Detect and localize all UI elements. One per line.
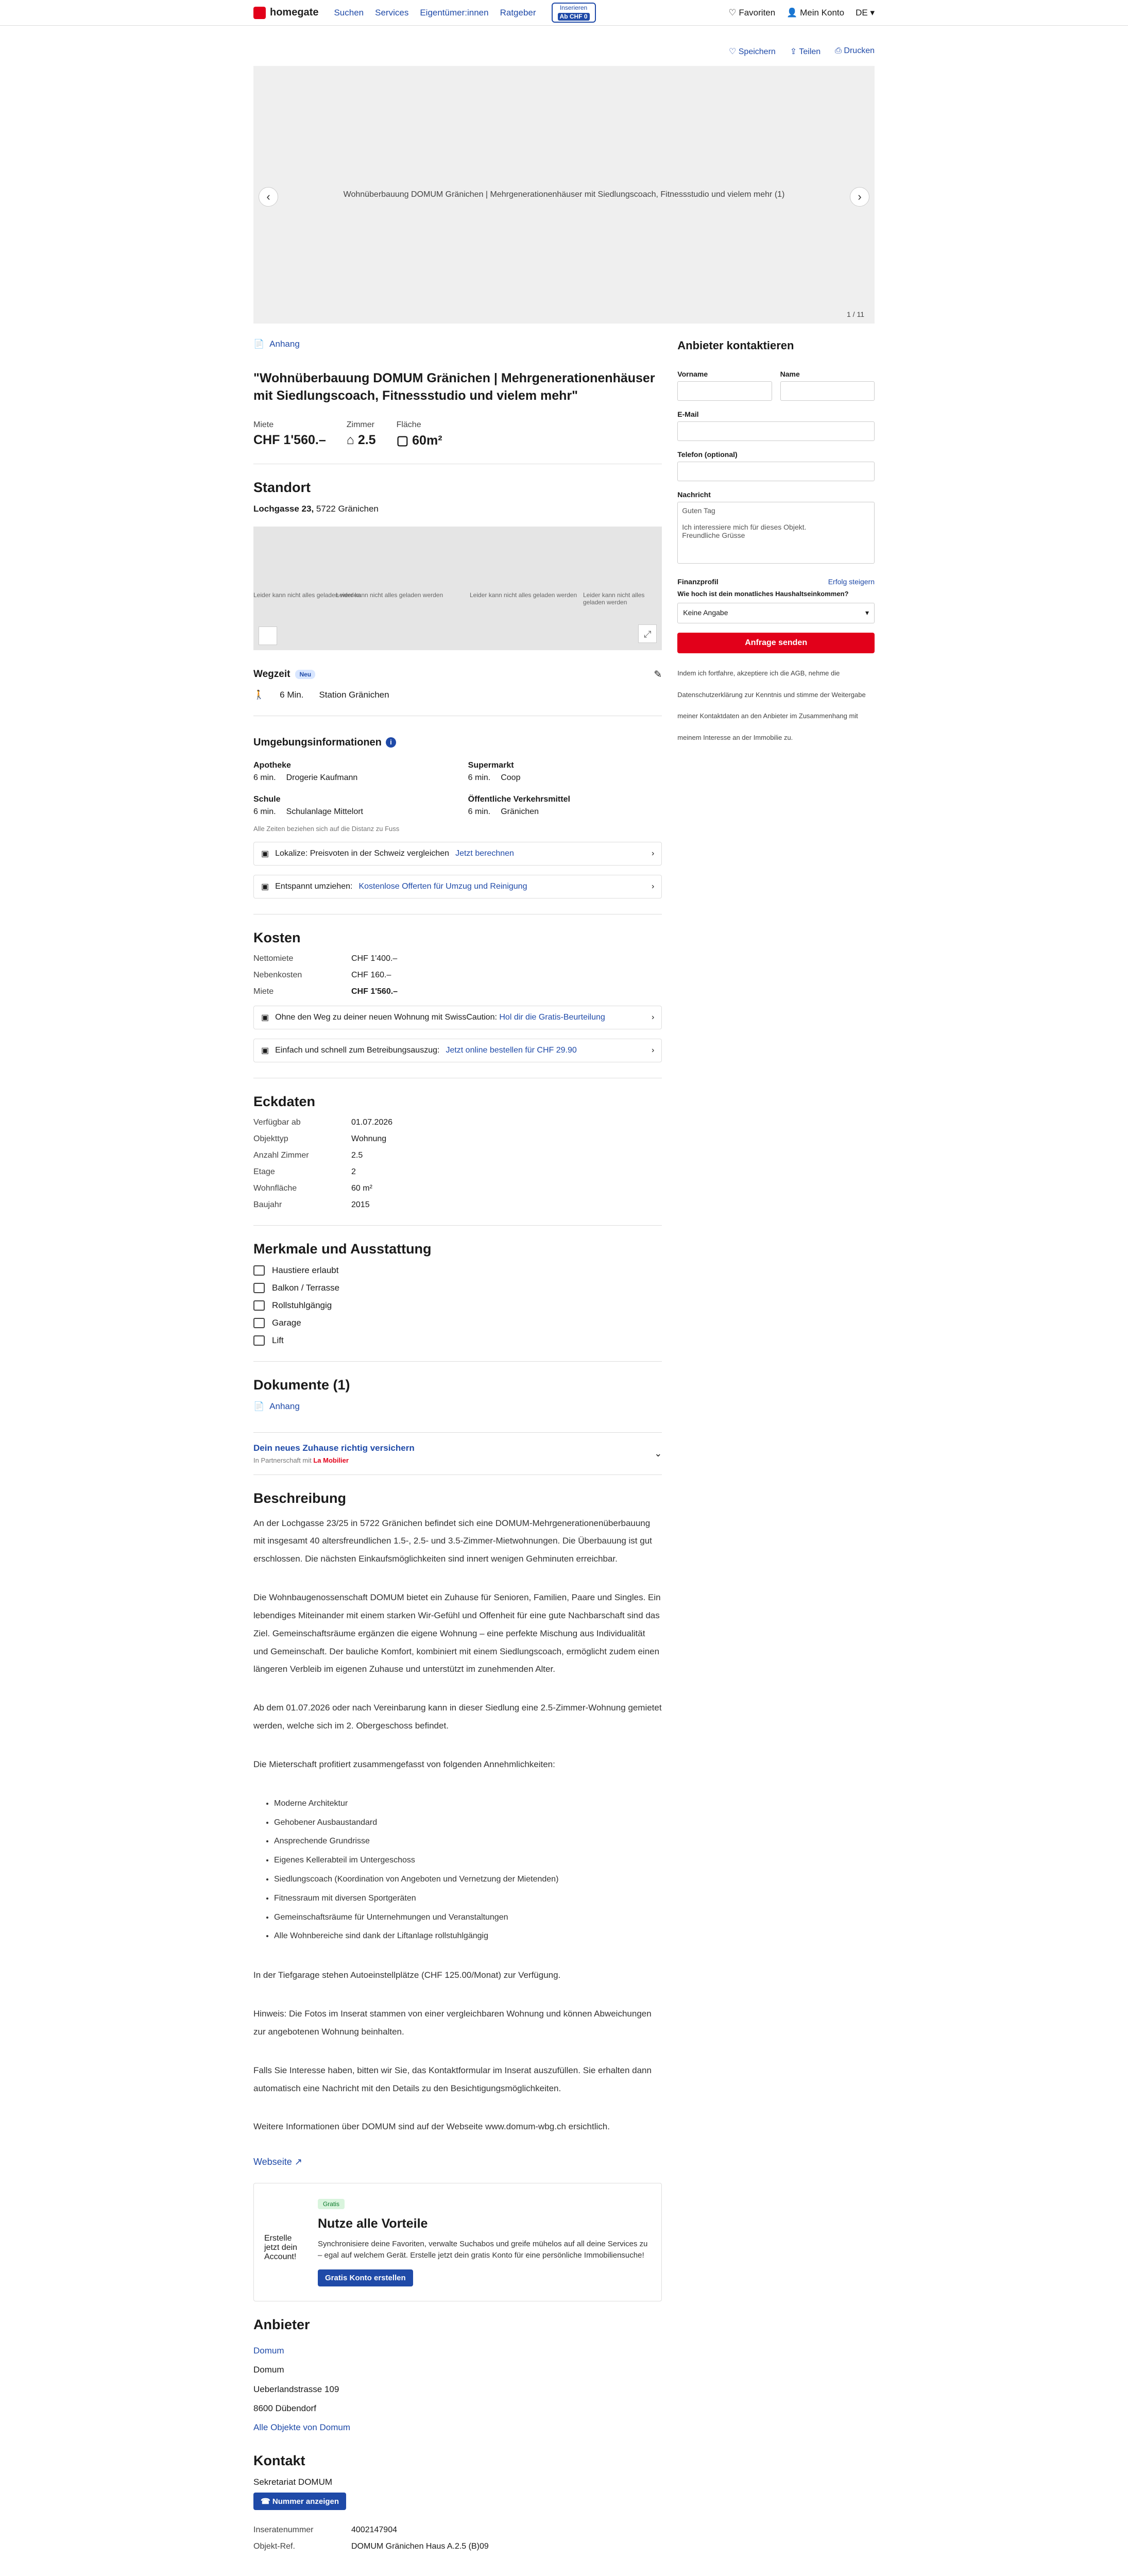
cost-value: CHF 160.– xyxy=(351,970,391,979)
description-paragraph: An der Lochgasse 23/25 in 5722 Gränichen befindet sich eine DOMUM-Mehrgenerationenüberbauung mit insgesamt 40 altersfreundlichen 1.5-, 2.5- und 3.5-Zimmer-Mietwohnungen. Die Überbauung ist gut erschlossen. Die nächsten Einkaufsmöglichkeiten sind innert wenigen Gehminuten erreichbar. xyxy=(253,1518,652,1564)
promo-link[interactable]: Kostenlose Offerten für Umzug und Reinigung xyxy=(358,882,527,891)
contact-sidebar xyxy=(677,324,875,2551)
language-label: DE xyxy=(856,7,868,18)
cost-value: CHF 1'560.– xyxy=(351,987,398,996)
attachment-label: Anhang xyxy=(269,339,300,349)
list-item: • Siedlungscoach (Koordination von Angeboten und Vernetzung der Mietenden) xyxy=(274,1870,662,1889)
cost-label: Nettomiete xyxy=(253,954,294,963)
feature-item xyxy=(253,1300,662,1311)
feature-item xyxy=(253,1318,662,1328)
address-street: Lochgasse 23, xyxy=(253,503,314,514)
key-data-label: Wohnfläche xyxy=(253,1183,297,1193)
description-body xyxy=(253,1515,662,2137)
inserieren-label: Inserieren xyxy=(559,4,588,12)
key-data-value: Wohnung xyxy=(351,1134,387,1143)
poi-category: Öffentliche Verkehrsmittel xyxy=(468,794,570,804)
rooms-value: 2.5 xyxy=(357,432,376,447)
balcony-icon xyxy=(253,1283,265,1293)
poi-name: Coop xyxy=(501,773,521,782)
list-item: • Alle Wohnbereiche sind dank der Liftanlage rollstuhlgängig xyxy=(274,1927,662,1946)
create-account-button[interactable]: Gratis Konto erstellen xyxy=(318,2269,413,2286)
lastname-input[interactable] xyxy=(780,381,875,401)
list-item: • Gemeinschaftsräume für Unternehmungen und Veranstaltungen xyxy=(274,1908,662,1927)
promo-umzug[interactable] xyxy=(253,875,662,899)
attachment-link[interactable] xyxy=(253,339,662,349)
key-facts xyxy=(253,420,662,448)
costs-heading: Kosten xyxy=(253,929,301,945)
map-layer-icon[interactable] xyxy=(259,626,277,645)
contact-person: Sekretariat DOMUM xyxy=(253,2477,333,2487)
surroundings-heading xyxy=(253,737,662,749)
chevron-right-icon: › xyxy=(651,849,655,858)
poi-category: Supermarkt xyxy=(468,760,514,770)
nav-ratgeber[interactable]: Ratgeber xyxy=(500,7,536,18)
listing-actions xyxy=(0,26,1128,66)
key-data-value: 60 m² xyxy=(351,1183,372,1193)
send-request-button[interactable]: Anfrage senden xyxy=(677,633,875,653)
reference-value: 4002147904 xyxy=(351,2525,397,2534)
pet-icon xyxy=(253,1265,265,1276)
feature-label: Garage xyxy=(272,1317,301,1328)
mobilier-logo: La Mobilier xyxy=(313,1456,349,1464)
info-icon[interactable]: i xyxy=(386,737,396,748)
nav-eigentuemer[interactable]: Eigentümer:innen xyxy=(420,7,489,18)
walk-time: 6 Min. xyxy=(280,689,304,700)
location-map[interactable] xyxy=(253,527,662,650)
provider-name: Domum xyxy=(253,2365,284,2375)
free-badge: Gratis xyxy=(318,2199,345,2209)
costs-table xyxy=(253,954,662,996)
promo-text: Einfach und schnell zum Betreibungsauszug: xyxy=(275,1045,440,1055)
area-icon: ▢ xyxy=(396,433,409,448)
main-content xyxy=(253,324,662,2551)
promo-link[interactable]: Jetzt online bestellen für CHF 29.90 xyxy=(446,1045,577,1055)
firstname-input[interactable] xyxy=(677,381,772,401)
save-label: Speichern xyxy=(738,47,776,56)
promo-link[interactable]: Jetzt berechnen xyxy=(455,849,514,858)
poi-grid xyxy=(253,761,662,817)
feature-item xyxy=(253,1335,662,1346)
promo-icon: ▣ xyxy=(261,882,269,891)
description-heading: Beschreibung xyxy=(253,1490,347,1506)
garage-icon xyxy=(253,1318,265,1328)
document-icon: 📄 xyxy=(253,1401,265,1411)
fact-area xyxy=(397,420,442,448)
promo-text: Lokalize: Preisvoten in der Schweiz vergleichen xyxy=(275,849,450,858)
feature-item xyxy=(253,1265,662,1276)
description-paragraph: Hinweis: Die Fotos im Inserat stammen von einer vergleichbaren Wohnung und können Abweichungen zur angebotenen Wohnung beinhalten. xyxy=(253,2009,652,2037)
lift-icon xyxy=(253,1335,265,1346)
list-item: • Fitnessraum mit diversen Sportgeräten xyxy=(274,1889,662,1908)
account-label: Mein Konto xyxy=(800,7,845,18)
gallery-counter: 1 / 11 xyxy=(847,310,864,318)
feature-label: Rollstuhlgängig xyxy=(272,1300,332,1310)
poi-category: Schule xyxy=(253,794,281,804)
provider-info xyxy=(253,2341,662,2437)
rooms-icon: ⌂ xyxy=(346,432,354,447)
chevron-right-icon: › xyxy=(651,1045,655,1055)
description-paragraph: Ab dem 01.07.2026 oder nach Vereinbarung kann in dieser Siedlung eine 2.5-Zimmer-Wohnung gemietet werden, welche sich im 2. Obergeschoss befindet. xyxy=(253,1703,662,1731)
phone-input[interactable] xyxy=(677,462,875,481)
insurance-link[interactable]: Dein neues Zuhause richtig versichern xyxy=(253,1443,415,1453)
key-data-label: Etage xyxy=(253,1167,275,1176)
cost-value: CHF 1'400.– xyxy=(351,954,398,963)
reference-label: Objekt-Ref. xyxy=(253,2541,295,2551)
share-button[interactable]: ⇪ Teilen xyxy=(790,47,821,56)
account-link[interactable]: 👤 Mein Konto xyxy=(787,7,845,18)
edit-icon[interactable]: ✎ xyxy=(654,669,662,680)
nav-services[interactable]: Services xyxy=(375,7,409,18)
key-data-label: Baujahr xyxy=(253,1200,282,1209)
account-promo-title: Nutze alle Vorteile xyxy=(317,2216,428,2231)
key-data-table xyxy=(253,1118,662,1210)
phone-label: Telefon (optional) xyxy=(677,450,738,459)
print-button[interactable]: ⎙ Drucken xyxy=(835,46,875,55)
new-badge: Neu xyxy=(295,670,315,679)
brand-name: homegate xyxy=(270,7,319,18)
area-value: 60m² xyxy=(412,433,442,448)
key-data-label: Anzahl Zimmer xyxy=(253,1150,309,1160)
reference-table xyxy=(253,2526,662,2551)
provider-link[interactable]: Domum xyxy=(253,2345,284,2355)
list-item: • Moderne Architektur xyxy=(274,1794,662,1814)
print-label: Drucken xyxy=(844,46,875,55)
email-input[interactable] xyxy=(677,421,875,441)
save-button[interactable]: ♡ Speichern xyxy=(728,47,776,56)
area-label: Fläche xyxy=(396,420,421,429)
poi-item xyxy=(468,761,662,783)
amenities-list xyxy=(274,1794,662,1946)
map-notice: Leider kann nicht alles geladen werden xyxy=(583,591,645,606)
list-item: • Gehobener Ausbaustandard xyxy=(274,1814,662,1833)
inserieren-button[interactable] xyxy=(552,3,596,22)
account-promo-left: Erstelle jetzt dein Account! xyxy=(264,2234,298,2262)
travel-time-heading: Wegzeit xyxy=(253,669,290,680)
provider-city: 8600 Dübendorf xyxy=(253,2403,316,2413)
reference-value: DOMUM Gränichen Haus A.2.5 (B)09 xyxy=(351,2541,489,2551)
firstname-label: Vorname xyxy=(677,370,708,378)
key-data-value: 2015 xyxy=(351,1200,370,1209)
chevron-right-icon: › xyxy=(651,882,655,891)
description-paragraph: Weitere Informationen über DOMUM sind auf der Webseite www.domum-wbg.ch ersichtlich. xyxy=(253,2122,610,2132)
map-notice: Leider kann nicht alles geladen werden xyxy=(253,591,361,599)
rent-label: Miete xyxy=(253,420,274,429)
income-question: Wie hoch ist dein monatliches Haushaltseinkommen? xyxy=(677,590,849,598)
contact-heading: Kontakt xyxy=(253,2452,305,2468)
feature-item xyxy=(253,1283,662,1293)
document-label: Anhang xyxy=(269,1401,300,1411)
promo-icon: ▣ xyxy=(261,849,269,858)
gallery-next-icon[interactable]: › xyxy=(850,187,869,207)
income-select-value: Keine Angabe xyxy=(683,608,728,617)
poi-note: Alle Zeiten beziehen sich auf die Distanz zu Fuss xyxy=(253,824,400,833)
message-textarea[interactable] xyxy=(677,502,875,564)
finance-profile-label: Finanzprofil xyxy=(677,578,719,586)
surroundings-title: Umgebungsinformationen xyxy=(253,736,382,748)
insurance-partner[interactable] xyxy=(253,1432,662,1475)
promo-text: Ohne den Weg zu deiner neuen Wohnung mit SwissCaution: xyxy=(275,1012,497,1022)
inserieren-badge: Ab CHF 0 xyxy=(558,13,590,21)
rent-value: CHF 1'560.– xyxy=(253,432,326,447)
key-data-label: Objekttyp xyxy=(253,1134,288,1143)
poi-time: 6 min. xyxy=(468,773,491,782)
description-paragraph: Die Wohnbaugenossenschaft DOMUM bietet ein Zuhause für Senioren, Familien, Paare und Singles. Ein lebendiges Miteinander mit einem starken Wir-Gefühl und Offenheit für eine gute Nachbarschaft sind das Ziel. Gemeinschaftsräume ergänzen die eigene Wohnung – eine perfekte Mischung aus Individualität und Gemeinschaft. Der bauliche Komfort, kombiniert mit einem Siedlungscoach, ermöglicht zudem einen längeren Verbleib im eigenen Zuhause und unterstützt im zunehmenden Alter. xyxy=(253,1592,661,1674)
main-nav xyxy=(334,8,536,18)
finance-profile-link[interactable]: Erfolg steigern xyxy=(828,578,875,586)
wheelchair-icon xyxy=(253,1300,265,1311)
travel-time-section xyxy=(253,669,662,681)
promo-betreibung[interactable] xyxy=(253,1039,662,1062)
provider-heading: Anbieter xyxy=(253,2316,310,2332)
description-paragraph: In der Tiefgarage stehen Autoeinstellplätze (CHF 125.00/Monat) zur Verfügung. xyxy=(253,1970,561,1980)
document-icon: 📄 xyxy=(253,339,265,349)
reference-label: Inseratenummer xyxy=(253,2525,314,2534)
income-select[interactable] xyxy=(677,603,875,623)
contact-form xyxy=(677,339,875,748)
account-promo-text: Synchronisiere deine Favoriten, verwalte Suchabos und greife mühelos auf all deine Services zu – egal auf welchem Gerät. Erstelle jetzt dein gratis Konto für eine persönliche Immobiliensuche! xyxy=(317,2240,648,2260)
account-promo xyxy=(253,2183,662,2301)
homegate-logo[interactable] xyxy=(253,7,318,19)
key-data-value: 01.07.2026 xyxy=(351,1117,393,1127)
map-notice: Leider kann nicht alles geladen werden xyxy=(470,591,577,599)
key-data-value: 2.5 xyxy=(351,1150,363,1160)
poi-name: Drogerie Kaufmann xyxy=(286,773,358,782)
description-paragraph: Falls Sie Interesse haben, bitten wir Sie, das Kontaktformular im Inserat auszufüllen. Sie erhalten dann automatisch eine Nachricht mit den Details zu den Besichtigungsmöglichkeiten. xyxy=(253,2065,652,2093)
features-heading: Merkmale und Ausstattung xyxy=(253,1241,432,1257)
promo-swisscaution[interactable] xyxy=(253,1006,662,1029)
promo-icon: ▣ xyxy=(261,1046,269,1055)
map-fullscreen-icon[interactable]: ⤢ xyxy=(638,624,657,643)
show-number-label: Nummer anzeigen xyxy=(272,2497,339,2506)
provider-street: Ueberlandstrasse 109 xyxy=(253,2384,339,2394)
email-label: E-Mail xyxy=(677,410,699,418)
fact-rooms xyxy=(347,420,376,448)
key-data-heading: Eckdaten xyxy=(253,1093,316,1109)
partner-by: In Partnerschaft mit xyxy=(253,1456,312,1464)
show-number-button[interactable] xyxy=(253,2493,346,2510)
poi-item xyxy=(253,761,448,783)
fact-rent xyxy=(253,420,326,448)
promo-text: Entspannt umziehen: xyxy=(275,882,353,891)
chevron-down-icon: ▾ xyxy=(865,608,869,617)
share-label: Teilen xyxy=(799,47,821,56)
feature-label: Lift xyxy=(272,1335,284,1345)
address-city: 5722 Gränichen xyxy=(316,503,379,514)
gallery-prev-icon[interactable]: ‹ xyxy=(259,187,278,207)
poi-name: Schulanlage Mittelort xyxy=(286,807,363,816)
logo-icon xyxy=(253,7,266,19)
feature-label: Haustiere erlaubt xyxy=(272,1265,339,1275)
chevron-down-icon: ⌄ xyxy=(654,1448,662,1459)
language-select[interactable]: DE ▾ xyxy=(856,7,875,18)
phone-icon: ☎ xyxy=(261,2497,270,2506)
location-heading: Standort xyxy=(253,479,311,495)
poi-name: Gränichen xyxy=(501,807,539,816)
poi-category: Apotheke xyxy=(253,760,291,770)
walk-icon: 🚶 xyxy=(253,689,265,700)
message-label: Nachricht xyxy=(677,490,711,499)
poi-item xyxy=(468,795,662,817)
key-data-label: Verfügbar ab xyxy=(253,1117,301,1127)
list-item: • Eigenes Kellerabteil im Untergeschoss xyxy=(274,1851,662,1870)
poi-time: 6 min. xyxy=(253,807,276,816)
rooms-label: Zimmer xyxy=(346,420,374,429)
all-objects-link[interactable]: Alle Objekte von Domum xyxy=(253,2422,351,2433)
description-paragraph: Die Mieterschaft profitiert zusammengefasst von folgenden Annehmlichkeiten: xyxy=(253,1759,555,1769)
travel-time-row xyxy=(253,690,662,700)
gallery-caption: Wohnüberbauung DOMUM Gränichen | Mehrgenerationenhäuser mit Siedlungscoach, Fitnessstudio und vielem mehr (1) xyxy=(343,190,785,199)
legal-notice: Indem ich fortfahre, akzeptiere ich die AGB, nehme die Datenschutzerklärung zur Kenntnis und stimme der Weitergabe meiner Kontaktdaten an den Anbieter im Zusammenhang mit meinem Interesse an der Immobilie zu. xyxy=(677,669,866,741)
image-gallery[interactable] xyxy=(253,66,875,324)
listing-title: "Wohnüberbauung DOMUM Gränichen | Mehrgenerationenhäuser mit Siedlungscoach, Fitnessstudio und vielem mehr" xyxy=(253,371,655,403)
poi-time: 6 min. xyxy=(253,773,276,782)
promo-icon: ▣ xyxy=(261,1013,269,1022)
address xyxy=(253,504,662,514)
nav-suchen[interactable]: Suchen xyxy=(334,7,364,18)
contact-form-heading: Anbieter kontaktieren xyxy=(677,339,794,352)
top-navigation xyxy=(0,0,1128,26)
promo-lokalize[interactable] xyxy=(253,842,662,866)
promo-link[interactable]: Hol dir die Gratis-Beurteilung xyxy=(499,1012,605,1022)
external-link-icon: ↗ xyxy=(294,2157,302,2167)
favorites-label: Favoriten xyxy=(739,7,776,18)
user-menu xyxy=(728,8,875,18)
poi-item xyxy=(253,795,448,817)
website-label: Webseite xyxy=(253,2157,292,2167)
document-link[interactable] xyxy=(253,1401,662,1412)
website-link[interactable] xyxy=(253,2157,302,2167)
chevron-right-icon: › xyxy=(651,1012,655,1022)
list-item: • Ansprechende Grundrisse xyxy=(274,1832,662,1851)
map-notice: Leider kann nicht alles geladen werden xyxy=(336,591,443,599)
lastname-label: Name xyxy=(780,370,800,378)
key-data-value: 2 xyxy=(351,1167,356,1176)
poi-time: 6 min. xyxy=(468,807,491,816)
cost-label: Nebenkosten xyxy=(253,970,302,979)
feature-label: Balkon / Terrasse xyxy=(272,1282,340,1293)
cost-label: Miete xyxy=(253,987,274,996)
documents-heading: Dokumente (1) xyxy=(253,1377,350,1393)
station-name: Station Gränichen xyxy=(319,689,389,700)
favorites-link[interactable]: ♡ Favoriten xyxy=(728,7,776,18)
